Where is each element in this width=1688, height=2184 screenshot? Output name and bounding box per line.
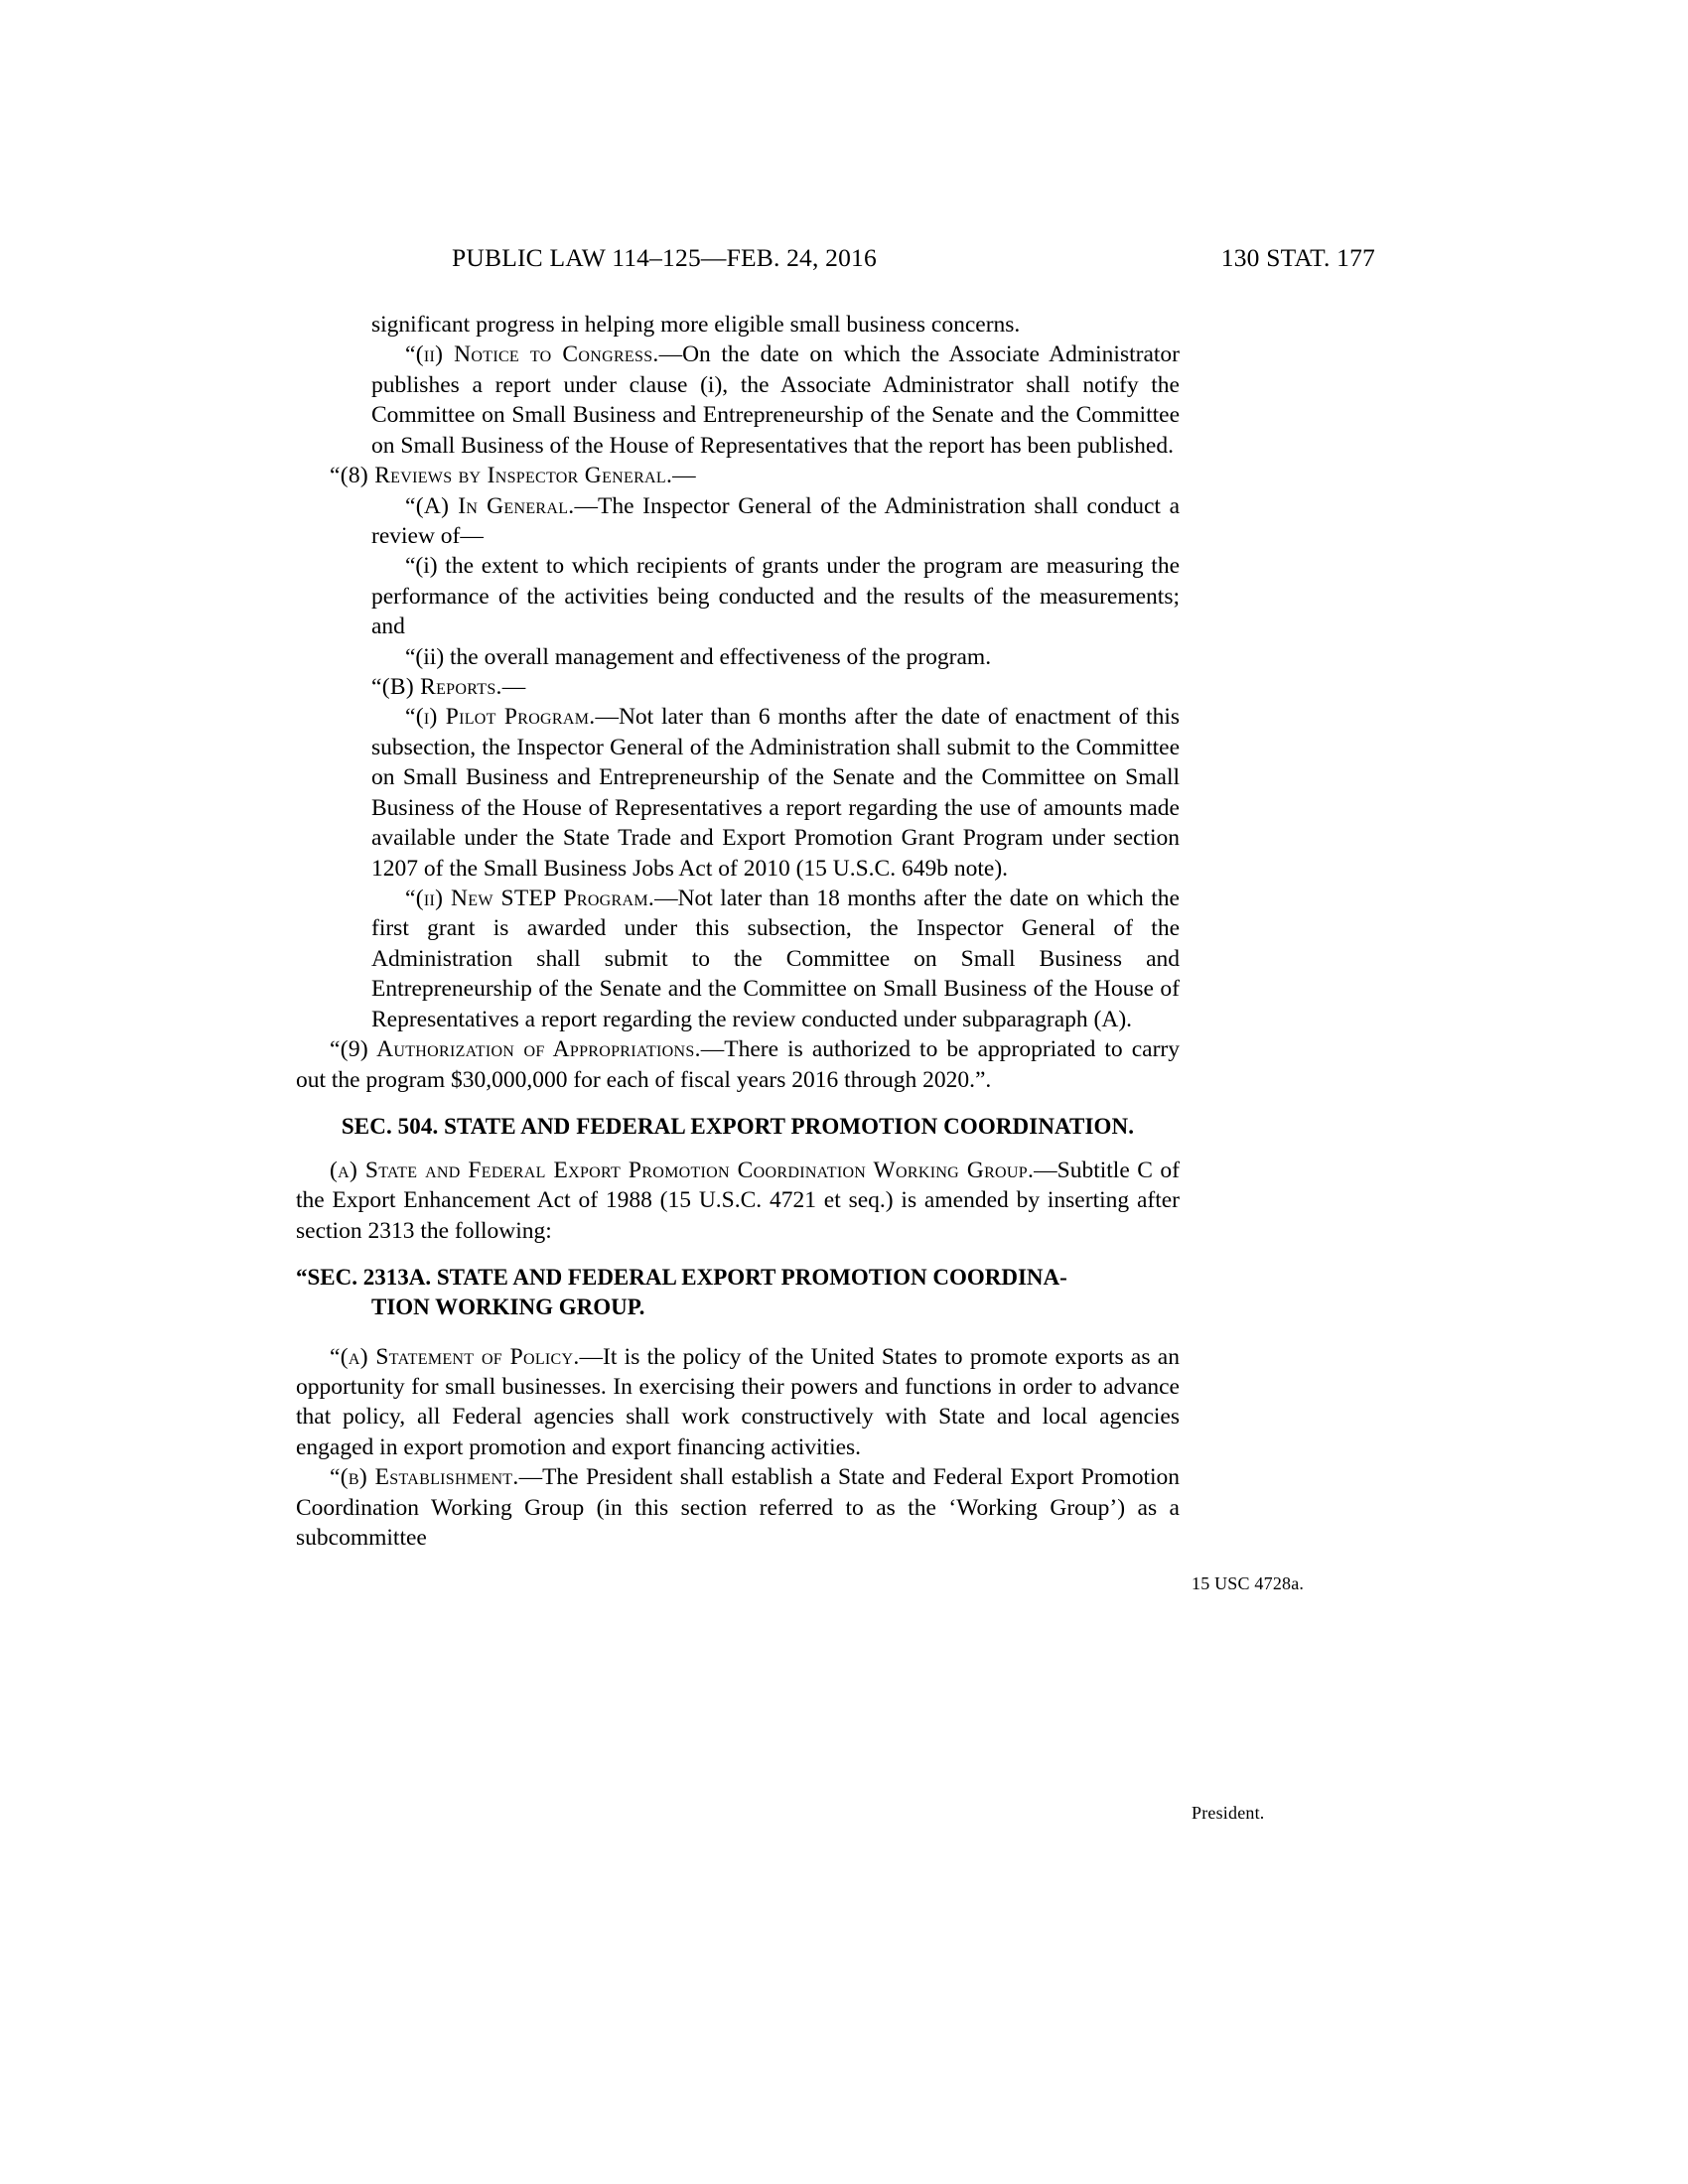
section-heading-2313a-line2: TION WORKING GROUP. [371, 1294, 645, 1319]
paragraph-a-statement-of-policy: “(a) Statement of Policy.—It is the policy of the United States to promote exports as an opportunity for small businesses. In exercising their powers and functions in order to advance that policy, all Federal agencies shall work constructively with State and local agencies engaged in export promotion and export financing activities. [296, 1343, 1180, 1460]
paragraph-a-working-group: (a) State and Federal Export Promotion Coordination Working Group.—Subtitle C of the Export Enhancement Act of 1988 (15 U.S.C. 4721 et seq.) is amended by inserting after section 2313 the following: [296, 1157, 1180, 1244]
paragraph-b-reports: “(B) Reports.— [371, 674, 526, 701]
paragraph-clause-ii-new-step-program: “(ii) New STEP Program.—Not later than 18 months after the date on which the first grant is awarded under this subsection, the Inspector General of the Administration shall submit to the Committee on Small Business and Entrepreneurship of the Senate and the Committee on Small Business of the House of Representatives a report regarding the review conducted under subparagraph (A). [371, 886, 1180, 1032]
subsection-label-a: (a) State and Federal Export Promotion Coordination Working Group. [330, 1157, 1035, 1183]
clause-label-ii-new-step: “(ii) New STEP Program. [405, 886, 655, 912]
paragraph-notice-to-congress: “(ii) Notice to Congress.—On the date on which the Associate Administrator publishes a report under clause (i), the Associate Administrator shall notify the Committee on Small Business and Entrepreneurship of the Senate and the Committee on Small Business of the House of Representatives that the report has been published. [371, 341, 1181, 459]
page-body [296, 310, 1180, 1554]
page-header [452, 243, 1375, 273]
header-stat-citation: 130 STAT. 177 [1220, 243, 1375, 272]
paragraph-label-8: “(8) Reviews by Inspector General. [330, 463, 673, 489]
subparagraph-label-b: “(B) Reports. [371, 674, 502, 701]
margin-note-president: President. [1192, 1803, 1265, 1823]
section-heading-504: SEC. 504. STATE AND FEDERAL EXPORT PROMOTION COORDINATION. [341, 1113, 1135, 1139]
paragraph-a-in-general: “(A) In General.—The Inspector General of the Administration shall conduct a review of— [371, 492, 1180, 549]
paragraph-clause-i-pilot-program: “(i) Pilot Program.—Not later than 6 months after the date of enactment of this subsection, the Inspector General of the Administration shall submit to the Committee on Small Business and Entrepreneurship of the Senate and the Committee on Small Business of the House of Representatives a report regarding the use of amounts made available under the State Trade and Export Promotion Grant Program under section 1207 of the Small Business Jobs Act of 2010 (15 U.S.C. 649b note). [371, 704, 1180, 882]
clause-label-ii-notice: “(ii) Notice to Congress. [405, 341, 659, 368]
paragraph-label-9: “(9) Authorization of Appropriations. [330, 1036, 701, 1063]
paragraph-clause-ii-overall-management: “(ii) the overall management and effectiveness of the program. [405, 643, 992, 670]
subsection-label-b-establishment: “(b) Establishment. [330, 1464, 519, 1491]
clause-label-i-pilot: “(i) Pilot Program. [405, 704, 596, 731]
paragraph-continuation: significant progress in helping more eligible small business concerns. [371, 312, 1021, 338]
subparagraph-label-a: “(A) In General. [405, 492, 575, 519]
header-public-law: PUBLIC LAW 114–125—FEB. 24, 2016 [452, 243, 877, 272]
margin-note-usc-citation: 15 USC 4728a. [1192, 1573, 1305, 1593]
paragraph-clause-i-extent: “(i) the extent to which recipients of grants under the program are measuring the performance of the activities being conducted and the results of the measurements; and [371, 553, 1180, 640]
section-heading-2313a-line1: “SEC. 2313A. STATE AND FEDERAL EXPORT PROMOTION COORDINA- [296, 1265, 1067, 1291]
subsection-label-a-statement: “(a) Statement of Policy. [330, 1343, 580, 1370]
paragraph-reviews-by-inspector-general: “(8) Reviews by Inspector General.— [330, 463, 696, 489]
paragraph-b-establishment: “(b) Establishment.—The President shall establish a State and Federal Export Promotion Coordination Working Group (in this section referred to as the ‘Working Group’) as a subcommittee [296, 1464, 1181, 1552]
paragraph-9-authorization-of-appropriations: “(9) Authorization of Appropriations.—There is authorized to be appropriated to carry out the program $30,000,000 for each of fiscal years 2016 through 2020.”. [296, 1036, 1180, 1093]
